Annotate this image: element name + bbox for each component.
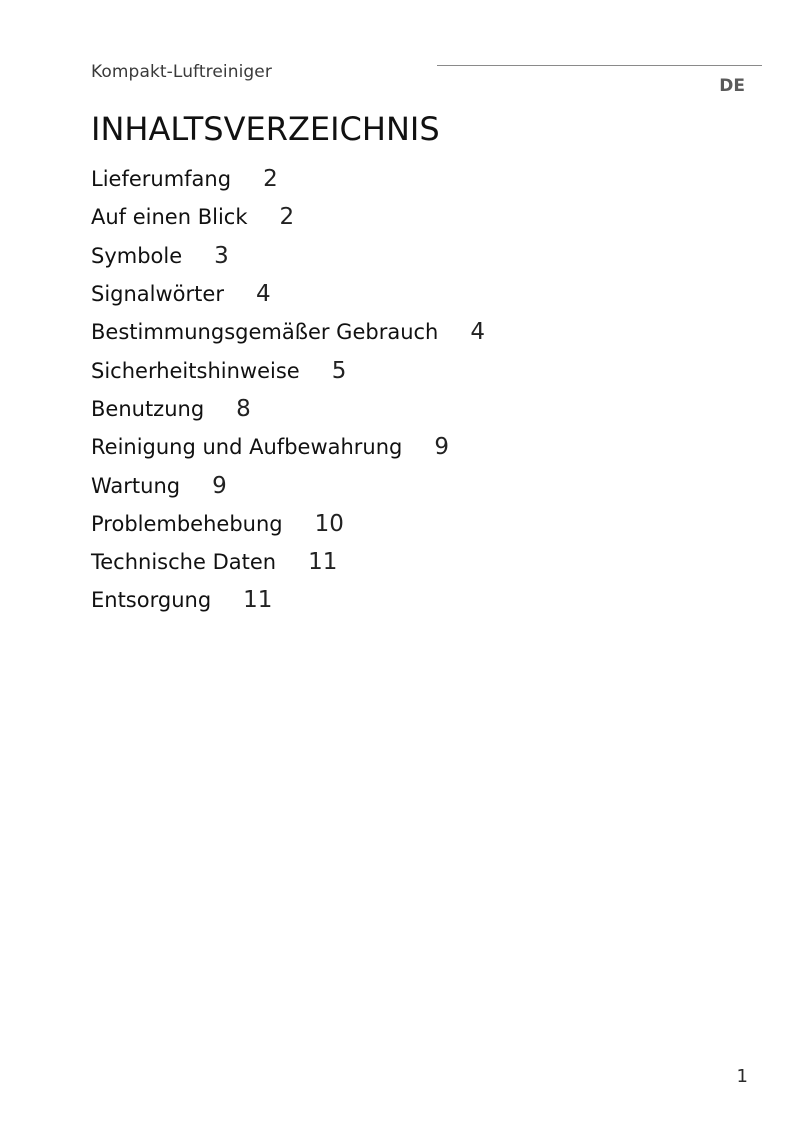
toc-entry-label: Signalwörter bbox=[91, 282, 224, 307]
toc-entry-page: 2 bbox=[279, 204, 295, 231]
toc-title: INHALTSVERZEICHNIS bbox=[91, 110, 440, 148]
toc-entry-page: 2 bbox=[263, 166, 278, 193]
toc-entry-label: Benutzung bbox=[91, 396, 205, 421]
toc-entry-page: 4 bbox=[255, 281, 271, 308]
toc-entry[interactable] bbox=[91, 198, 485, 236]
toc-entry[interactable] bbox=[91, 543, 485, 581]
language-code: DE bbox=[719, 76, 745, 96]
toc-entry-label: Technische Daten bbox=[91, 550, 277, 575]
toc-entry-label: Lieferumfang bbox=[91, 167, 232, 192]
toc-entry[interactable] bbox=[91, 428, 485, 466]
toc-entry[interactable] bbox=[91, 313, 485, 351]
toc-entry-label: Reinigung und Aufbewahrung bbox=[91, 435, 403, 460]
toc-entry-page: 9 bbox=[434, 434, 450, 461]
toc-list bbox=[91, 160, 485, 620]
toc-entry-label: Entsorgung bbox=[91, 588, 212, 613]
toc-entry-page: 3 bbox=[214, 242, 229, 269]
toc-entry-page: 11 bbox=[243, 587, 273, 614]
page-number: 1 bbox=[736, 1066, 748, 1087]
toc-entry[interactable] bbox=[91, 237, 485, 275]
toc-entry[interactable] bbox=[91, 351, 485, 389]
toc-entry-label: Sicherheitshinweise bbox=[91, 358, 300, 383]
header-divider bbox=[437, 65, 762, 66]
toc-entry-page: 11 bbox=[308, 549, 338, 576]
toc-entry-label: Bestimmungsgemäßer Gebrauch bbox=[91, 320, 439, 345]
toc-entry[interactable] bbox=[91, 160, 485, 198]
toc-entry-label: Symbole bbox=[91, 243, 183, 268]
toc-entry[interactable] bbox=[91, 581, 485, 619]
running-header-product: Kompakt-Luftreiniger bbox=[91, 62, 272, 82]
toc-entry-label: Auf einen Blick bbox=[91, 205, 248, 230]
toc-entry-page: 8 bbox=[236, 395, 251, 422]
toc-entry-page: 4 bbox=[470, 319, 486, 346]
toc-entry-label: Wartung bbox=[91, 473, 181, 498]
toc-entry[interactable] bbox=[91, 505, 485, 543]
toc-entry-page: 9 bbox=[212, 472, 227, 499]
toc-entry[interactable] bbox=[91, 466, 485, 504]
toc-entry-label: Problembehebung bbox=[91, 511, 283, 536]
toc-entry[interactable] bbox=[91, 275, 485, 313]
toc-entry-page: 5 bbox=[331, 357, 347, 384]
toc-entry[interactable] bbox=[91, 390, 485, 428]
toc-entry-page: 10 bbox=[314, 510, 344, 537]
